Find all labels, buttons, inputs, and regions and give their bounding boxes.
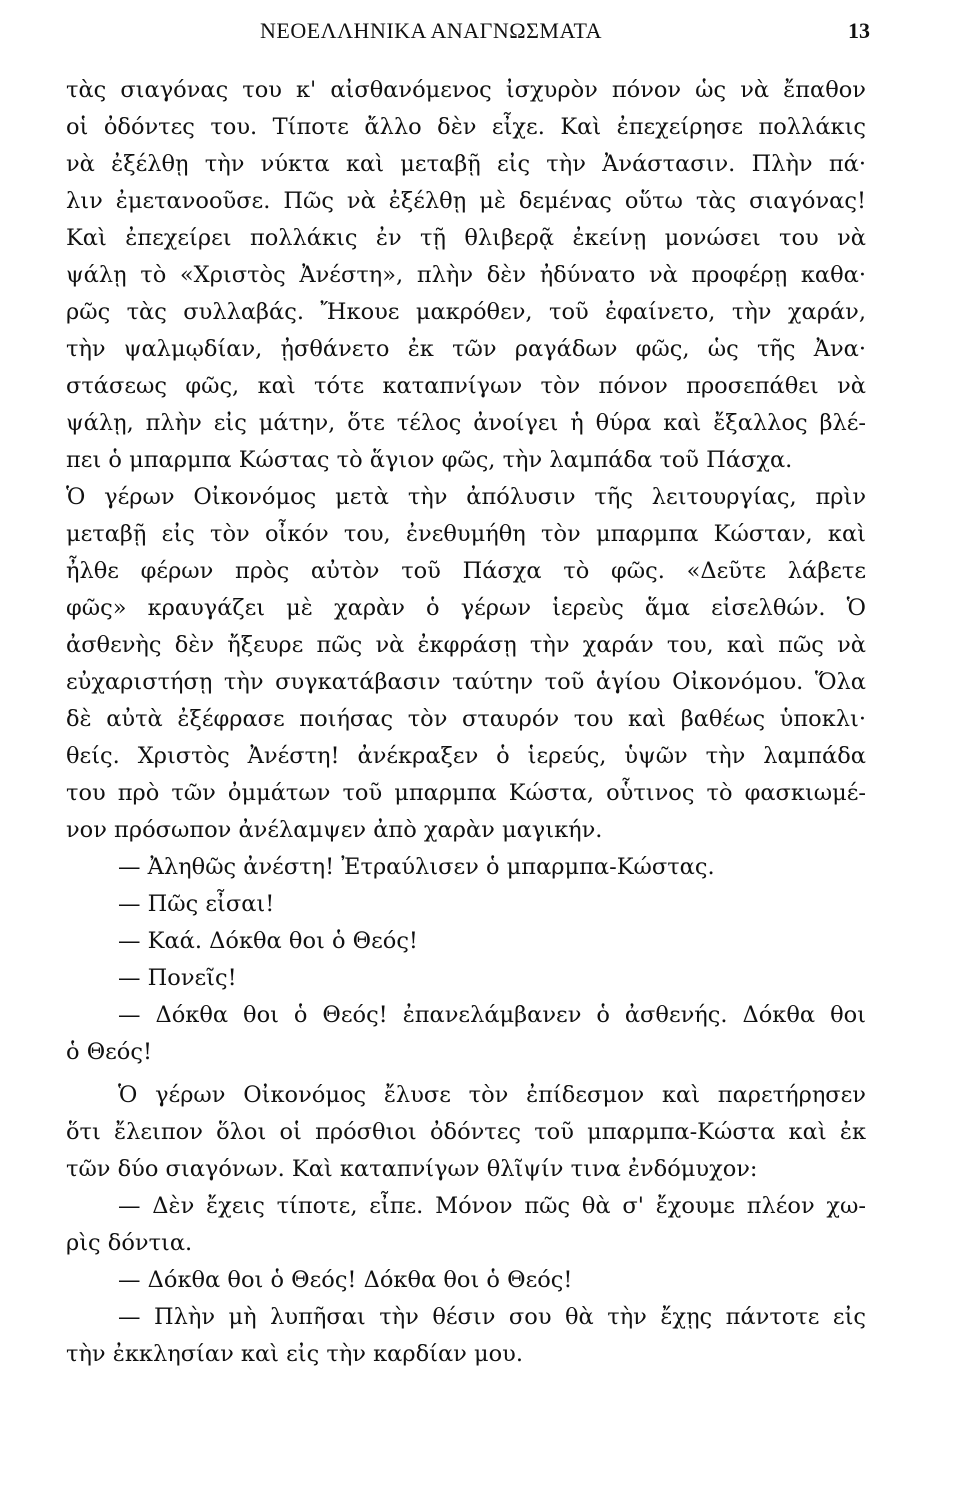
text-line: θείς. Χριστὸς Ἀνέστη! ἀνέκραξεν ὁ ἱερεύς, ὑψῶν τὴν λαμπάδα xyxy=(66,743,866,769)
text-line: ὁ Θεός! xyxy=(66,1039,152,1065)
text-line: λιν ἐμετανοοῦσε. Πῶς νὰ ἐξέλθῃ μὲ δεμένας οὕτω τὰς σιαγόνας! xyxy=(66,188,866,214)
dialogue-line: — Καά. Δόκθα θοι ὁ Θεός! xyxy=(118,928,418,954)
text-line: ψάλῃ, πλὴν εἰς μάτην, ὅτε τέλος ἀνοίγει ἡ θύρα καὶ ἔξαλλος βλέ- xyxy=(66,410,866,436)
text-line: του πρὸ τῶν ὀμμάτων τοῦ μπαρμπα Κώστα, οὗτινος τὸ φασκιωμέ- xyxy=(66,780,866,806)
dialogue-line: — Ἀληθῶς ἀνέστη! Ἐτραύλισεν ὁ μπαρμπα-Κώστας. xyxy=(118,854,715,880)
text-line: ὅτι ἔλειπον ὅλοι οἱ πρόσθιοι ὀδόντες τοῦ μπαρμπα-Κώστα καὶ ἐκ xyxy=(66,1119,866,1145)
text-line: νον πρόσωπον ἀνέλαμψεν ἀπὸ χαρὰν μαγικήν. xyxy=(66,817,603,843)
page-header xyxy=(60,18,870,52)
dialogue-line: — Πλὴν μὴ λυπῆσαι τὴν θέσιν σου θὰ τὴν ἔχῃς πάντοτε εἰς xyxy=(118,1304,866,1330)
dialogue-line: — Δόκθα θοι ὁ Θεός! Δόκθα θοι ὁ Θεός! xyxy=(118,1267,573,1293)
text-line: ἀσθενὴς δὲν ἤξευρε πῶς νὰ ἐκφράσῃ τὴν χαράν του, καὶ πῶς νὰ xyxy=(66,632,866,658)
text-line: ἦλθε φέρων πρὸς αὐτὸν τοῦ Πάσχα τὸ φῶς. «Δεῦτε λάβετε xyxy=(66,558,866,584)
text-line: φῶς» κραυγάζει μὲ χαρὰν ὁ γέρων ἱερεὺς ἅμα εἰσελθών. Ὁ xyxy=(66,595,866,621)
text-line: δὲ αὐτὰ ἐξέφρασε ποιήσας τὸν σταυρόν του καὶ βαθέως ὑποκλι· xyxy=(66,706,866,732)
text-line: τὴν ἐκκλησίαν καὶ εἰς τὴν καρδίαν μου. xyxy=(66,1341,523,1367)
dialogue-line: — Δὲν ἔχεις τίποτε, εἶπε. Μόνον πῶς θὰ σ' ἔχουμε πλέον χω- xyxy=(118,1193,866,1219)
dialogue-line: — Πῶς εἶσαι! xyxy=(118,891,275,917)
page-number: 13 xyxy=(848,18,870,43)
text-line: στάσεως φῶς, καὶ τότε καταπνίγων τὸν πόνον προσεπάθει νὰ xyxy=(66,373,866,399)
text-line: Ὁ γέρων Οἰκονόμος μετὰ τὴν ἀπόλυσιν τῆς λειτουργίας, πρὶν xyxy=(66,484,866,510)
text-line: τὰς σιαγόνας του κ' αἰσθανόμενος ἰσχυρὸν πόνον ὡς νὰ ἔπαθον xyxy=(66,77,866,103)
running-head: ΝΕΟΕΛΛΗΝΙΚΑ ΑΝΑΓΝΩΣΜΑΤΑ xyxy=(260,18,603,43)
text-line: ρῶς τὰς συλλαβάς. Ἤκουε μακρόθεν, τοῦ ἐφαίνετο, τὴν χαράν, xyxy=(66,299,866,325)
text-line: τῶν δύο σιαγόνων. Καὶ καταπνίγων θλῖψίν τινα ἐνδόμυχον: xyxy=(66,1156,758,1182)
text-line: τὴν ψαλμῳδίαν, ᾐσθάνετο ἐκ τῶν ραγάδων φῶς, ὡς τῆς Ἀνα· xyxy=(66,336,866,362)
text-line: εὐχαριστήσῃ τὴν συγκατάβασιν ταύτην τοῦ ἁγίου Οἰκονόμου. Ὅλα xyxy=(66,669,866,695)
dialogue-line: — Δόκθα θοι ὁ Θεός! ἐπανελάμβανεν ὁ ἀσθενής. Δόκθα θοι xyxy=(118,1002,866,1028)
body-text xyxy=(66,72,866,1373)
text-line: Καὶ ἐπεχείρει πολλάκις ἐν τῇ θλιβερᾷ ἐκείνῃ μονώσει του νὰ xyxy=(66,225,866,251)
text-line: νὰ ἐξέλθῃ τὴν νύκτα καὶ μεταβῇ εἰς τὴν Ἀνάστασιν. Πλὴν πά· xyxy=(66,151,866,177)
text-line: μεταβῇ εἰς τὸν οἶκόν του, ἐνεθυμήθη τὸν μπαρμπα Κώσταν, καὶ xyxy=(66,521,866,547)
dialogue-line: — Πονεῖς! xyxy=(118,965,237,991)
text-line: ψάλῃ τὸ «Χριστὸς Ἀνέστη», πλὴν δὲν ἠδύνατο νὰ προφέρῃ καθα· xyxy=(66,262,866,288)
text-line: ρὶς δόντια. xyxy=(66,1230,193,1256)
text-line: οἱ ὀδόντες του. Τίποτε ἄλλο δὲν εἶχε. Καὶ ἐπεχείρησε πολλάκις xyxy=(66,114,866,140)
text-line: πει ὁ μπαρμπα Κώστας τὸ ἅγιον φῶς, τὴν λαμπάδα τοῦ Πάσχα. xyxy=(66,447,793,473)
text-line: Ὁ γέρων Οἰκονόμος ἔλυσε τὸν ἐπίδεσμον καὶ παρετήρησεν xyxy=(118,1082,866,1108)
